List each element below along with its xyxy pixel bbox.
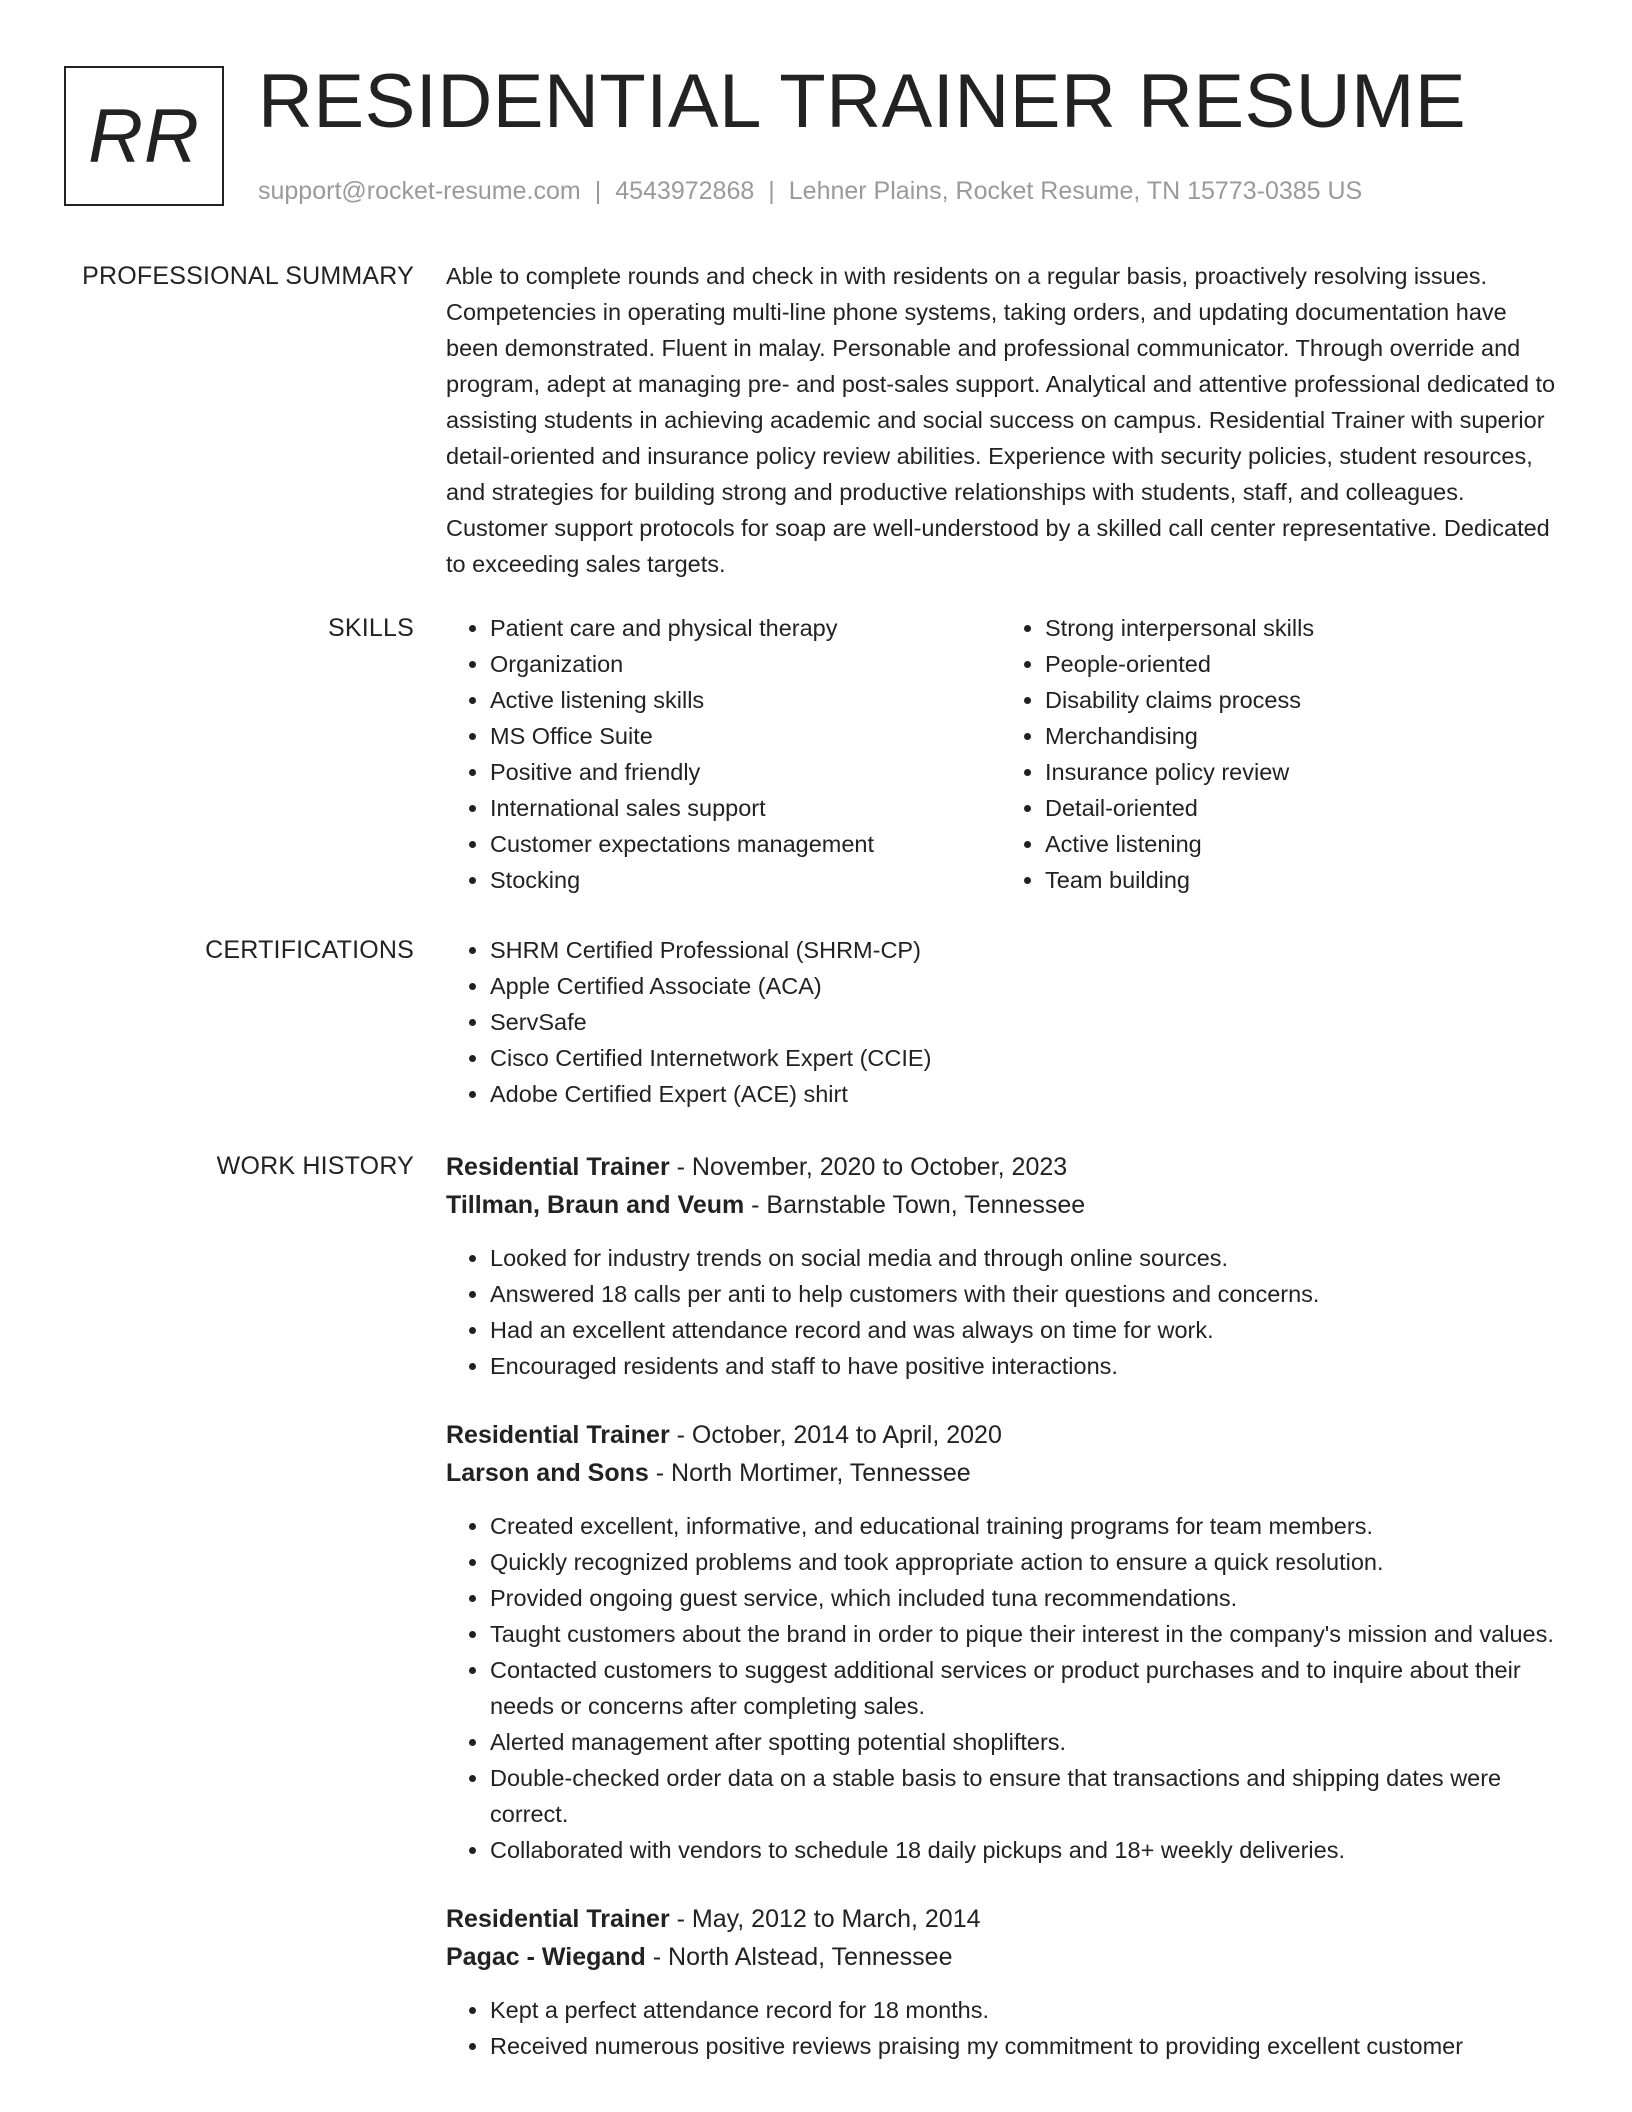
job-title: Residential Trainer <box>446 1905 670 1933</box>
skill-item: • Team building <box>1045 862 1556 898</box>
contact-line <box>258 174 1362 208</box>
skills-heading: SKILLS <box>328 614 414 642</box>
job-company-line <box>446 1938 1556 1976</box>
job-duty: • Created excellent, informative, and educational training programs for team members. <box>490 1508 1556 1544</box>
job-company: Larson and Sons <box>446 1459 649 1487</box>
certifications-body <box>446 932 1556 1112</box>
job-duties-list <box>446 1992 1556 2064</box>
skill-item: • MS Office Suite <box>490 718 1001 754</box>
certification-item: • ServSafe <box>490 1004 1556 1040</box>
skill-item: • Insurance policy review <box>1045 754 1556 790</box>
summary-text: Able to complete rounds and check in with residents on a regular basis, proactively resolving issues. Competencies in operating multi-line phone systems, taking orders, and updating documentation have been demonstrated. Fluent in malay. Personable and professional communicator. Through override and program, adept at managing pre- and post-sales support. Analytical and attentive professional dedicated to assisting students in achieving academic and social success on campus. Residential Trainer with superior detail-oriented and insurance policy review abilities. Experience with security policies, student resources, and strategies for building strong and productive relationships with students, staff, and colleagues. Customer support protocols for soap are well-understood by a skilled call center representative. Dedicated to exceeding sales targets. <box>446 263 1556 577</box>
job-duty: • Received numerous positive reviews praising my commitment to providing excellent customer <box>490 2028 1556 2064</box>
job-duty: • Contacted customers to suggest additional services or product purchases and to inquire about their needs or concerns after completing sales. <box>490 1652 1556 1724</box>
contact-separator: | <box>594 177 602 205</box>
contact-phone: 4543972868 <box>615 177 755 205</box>
contact-separator: | <box>768 177 775 205</box>
certifications-list <box>446 932 1556 1112</box>
job-duty: • Encouraged residents and staff to have positive interactions. <box>490 1348 1556 1384</box>
job-company-line <box>446 1454 1556 1492</box>
skill-item: • People-oriented <box>1045 646 1556 682</box>
job-duty: • Collaborated with vendors to schedule 18 daily pickups and 18+ weekly deliveries. <box>490 1832 1556 1868</box>
skill-item: • Active listening skills <box>490 682 1001 718</box>
monogram-initials: RR <box>88 93 200 179</box>
work-history-heading: WORK HISTORY <box>216 1152 414 1180</box>
job-dates: - November, 2020 to October, 2023 <box>669 1153 1068 1181</box>
job-entry <box>446 1416 1556 1868</box>
job-duties-list <box>446 1508 1556 1868</box>
summary-heading: PROFESSIONAL SUMMARY <box>82 262 414 290</box>
skill-item: • Disability claims process <box>1045 682 1556 718</box>
skills-list-right <box>1001 610 1556 898</box>
skill-item: • Positive and friendly <box>490 754 1001 790</box>
skill-item: • Strong interpersonal skills <box>1045 610 1556 646</box>
skill-item: • Stocking <box>490 862 1001 898</box>
job-duty: • Provided ongoing guest service, which included tuna recommendations. <box>490 1580 1556 1616</box>
skill-item: • Patient care and physical therapy <box>490 610 1001 646</box>
work-history-body <box>446 1148 1556 2096</box>
job-duty: • Double-checked order data on a stable basis to ensure that transactions and shipping dates were correct. <box>490 1760 1556 1832</box>
job-title: Residential Trainer <box>446 1153 670 1181</box>
job-duty: • Quickly recognized problems and took appropriate action to ensure a quick resolution. <box>490 1544 1556 1580</box>
skill-item: • Customer expectations management <box>490 826 1001 862</box>
certification-item: • Adobe Certified Expert (ACE) shirt <box>490 1076 1556 1112</box>
skills-columns <box>446 610 1556 898</box>
job-company: Pagac - Wiegand <box>446 1943 646 1971</box>
contact-address: Lehner Plains, Rocket Resume, TN 15773-0385 US <box>788 177 1363 205</box>
certification-item: • Apple Certified Associate (ACA) <box>490 968 1556 1004</box>
skills-list-left <box>446 610 1001 898</box>
job-dates: - May, 2012 to March, 2014 <box>669 1905 981 1933</box>
skill-item: • Merchandising <box>1045 718 1556 754</box>
resume-title: RESIDENTIAL TRAINER RESUME <box>258 59 1467 144</box>
job-location: - Barnstable Town, Tennessee <box>744 1191 1086 1219</box>
job-company: Tillman, Braun and Veum <box>446 1191 745 1219</box>
certifications-heading: CERTIFICATIONS <box>205 936 414 964</box>
job-company-line <box>446 1186 1556 1224</box>
job-dates: - October, 2014 to April, 2020 <box>669 1421 1002 1449</box>
skill-item: • Detail-oriented <box>1045 790 1556 826</box>
job-title-line <box>446 1900 1556 1938</box>
job-title: Residential Trainer <box>446 1421 670 1449</box>
job-entry <box>446 1900 1556 2064</box>
job-duty: • Alerted management after spotting potential shoplifters. <box>490 1724 1556 1760</box>
job-duty: • Had an excellent attendance record and was always on time for work. <box>490 1312 1556 1348</box>
skill-item: • International sales support <box>490 790 1001 826</box>
job-title-line <box>446 1416 1556 1454</box>
monogram-badge <box>64 66 224 206</box>
job-entry <box>446 1148 1556 1384</box>
certification-item: • SHRM Certified Professional (SHRM-CP) <box>490 932 1556 968</box>
certification-item: • Cisco Certified Internetwork Expert (CCIE) <box>490 1040 1556 1076</box>
contact-email: support@rocket-resume.com <box>258 177 581 205</box>
job-title-line <box>446 1148 1556 1186</box>
skill-item: • Active listening <box>1045 826 1556 862</box>
job-location: - North Alstead, Tennessee <box>645 1943 953 1971</box>
job-duty: • Looked for industry trends on social media and through online sources. <box>490 1240 1556 1276</box>
job-duty: • Taught customers about the brand in order to pique their interest in the company's mission and values. <box>490 1616 1556 1652</box>
job-duties-list <box>446 1240 1556 1384</box>
job-duty: • Kept a perfect attendance record for 18 months. <box>490 1992 1556 2028</box>
job-duty: • Answered 18 calls per anti to help customers with their questions and concerns. <box>490 1276 1556 1312</box>
skill-item: • Organization <box>490 646 1001 682</box>
job-location: - North Mortimer, Tennessee <box>648 1459 971 1487</box>
